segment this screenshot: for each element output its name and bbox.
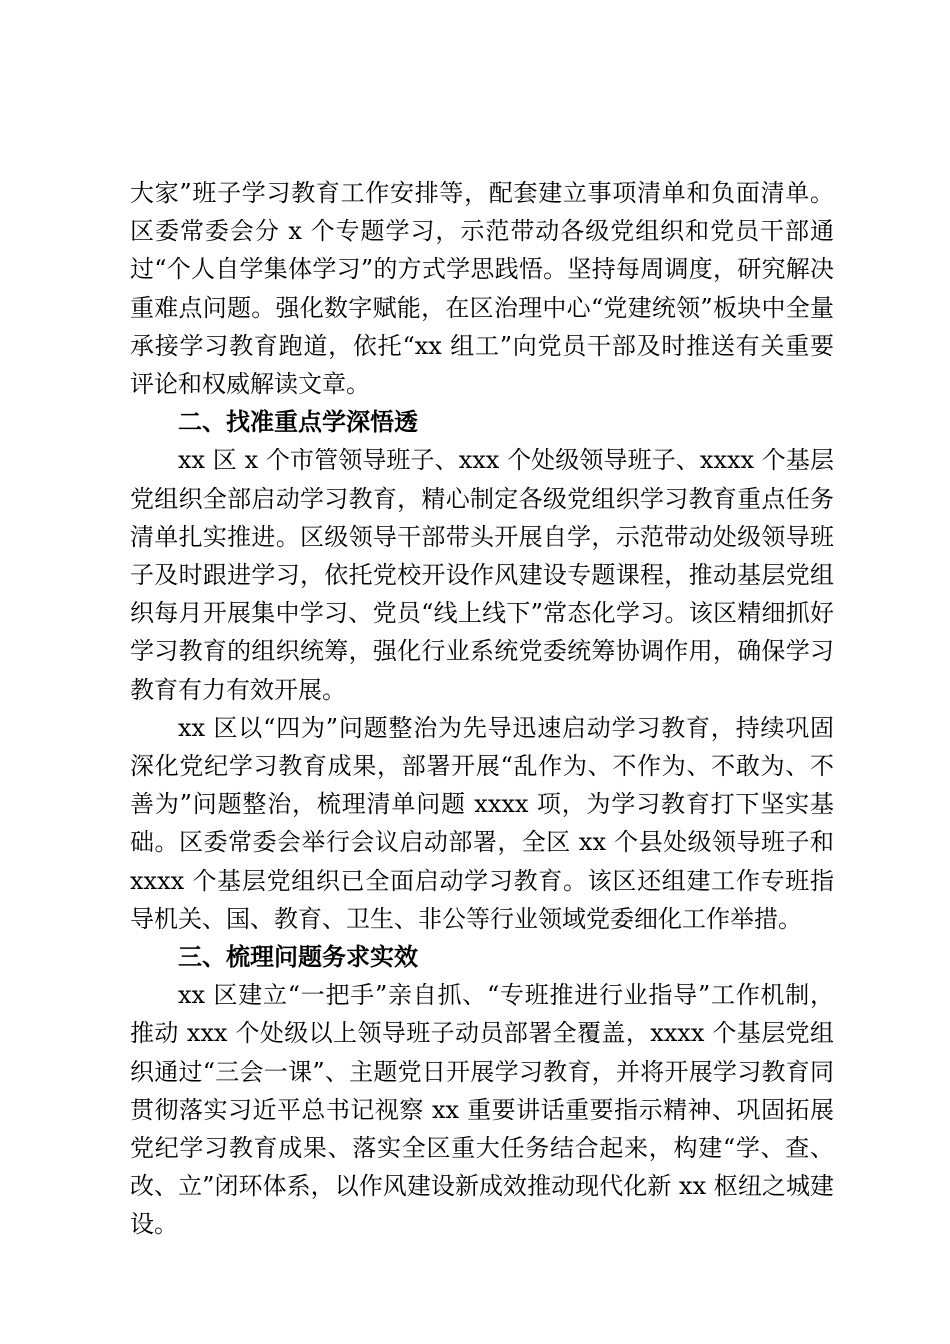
section2-paragraph-2: xx 区以“四为”问题整治为先导迅速启动学习教育，持续巩固深化党纪学习教育成果，部署开展“乱作为、不作为、不敢为、不善为”问题整治，梳理清单问题 xxxx 项，为学习教育打下坚实基础。区委常委会举行会议启动部署，全区 xx 个县处级领导班子和 xxxx 个基层党组织已全面启动学习教育。该区还组建工作专班指导机关、国、教育、卫生、非公等行业领域党委细化工作举措。 xyxy=(130,713,834,933)
document-body xyxy=(130,174,834,1244)
intro-paragraph: 大家”班子学习教育工作安排等，配套建立事项清单和负面清单。区委常委会分 x 个专题学习，示范带动各级党组织和党员干部通过“个人自学集体学习”的方式学思践悟。坚持每周调度，研究解决重难点问题。强化数字赋能，在区治理中心“党建统领”板块中全量承接学习教育跑道，依托“xx 组工”向党员干部及时推送有关重要评论和权威解读文章。 xyxy=(130,179,834,399)
section3-paragraph-1: xx 区建立“一把手”亲自抓、“专班推进行业指导”工作机制，推动 xxx 个处级以上领导班子动员部署全覆盖，xxxx 个基层党组织通过“三会一课”、主题党日开展学习教育，并将开展学习教育同贯彻落实习近平总书记视察 xx 重要讲话重要指示精神、巩固拓展党纪学习教育成果、落实全区重大任务结合起来，构建“学、查、改、立”闭环体系，以作风建设新成效推动现代化新 xx 枢纽之城建设。 xyxy=(130,981,834,1239)
section-heading-2: 二、找准重点学深悟透 xyxy=(178,408,418,437)
section2-paragraph-1: xx 区 x 个市管领导班子、xxx 个处级领导班子、xxxx 个基层党组织全部启动学习教育，精心制定各级党组织学习教育重点任务清单扎实推进。区级领导干部带头开展自学，示范带动处级领导班子及时跟进学习，依托党校开设作风建设专题课程，推动基层党组织每月开展集中学习、党员“线上线下”常态化学习。该区精细抓好学习教育的组织统筹，强化行业系统党委统筹协调作用，确保学习教育有力有效开展。 xyxy=(130,446,834,704)
section-heading-3: 三、梳理问题务求实效 xyxy=(178,943,418,972)
